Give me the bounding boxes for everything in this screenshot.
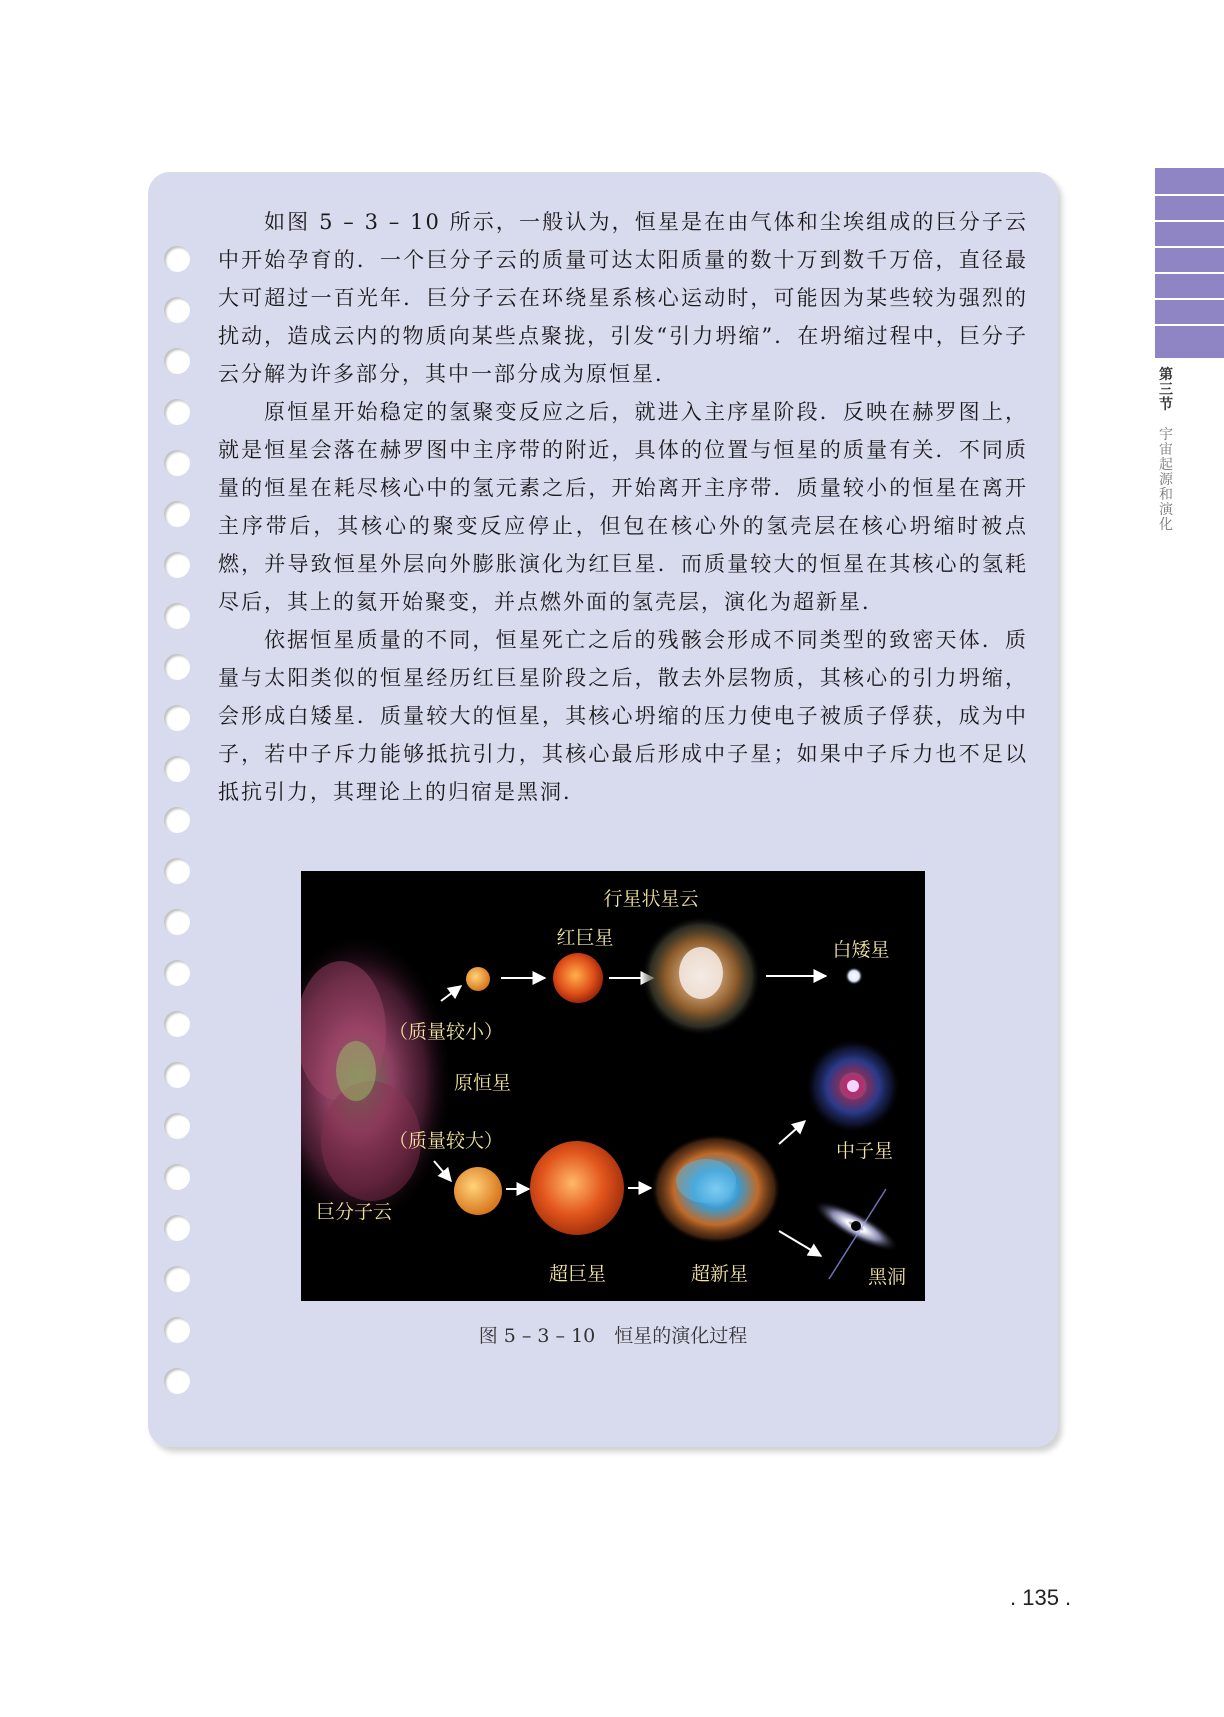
- small-star-image: [466, 967, 490, 991]
- binder-hole: [164, 297, 190, 323]
- label-planetary-nebula: 行星状星云: [603, 888, 699, 910]
- binder-hole: [164, 552, 190, 578]
- supernova-image: [651, 1134, 781, 1244]
- body-text: [218, 203, 1028, 811]
- figure-caption: 图 5 – 3 – 10 恒星的演化过程: [478, 1325, 748, 1347]
- paragraph: 依据恒星质量的不同，恒星死亡之后的残骸会形成不同类型的致密天体．质量与太阳类似的恒星经历红巨星阶段之后，散去外层物质，其核心的引力坍缩，会形成白矮星．质量较大的恒星，其核心坍缩的压力使电子被质子俘获，成为中子，若中子斥力能够抵抗引力，其核心最后形成中子星；如果中子斥力也不足以抵抗引力，其理论上的归宿是黑洞．: [218, 628, 1028, 804]
- label-supergiant: 超巨星: [549, 1263, 607, 1285]
- label-red-giant: 红巨星: [556, 927, 614, 949]
- paragraph: 原恒星开始稳定的氢聚变反应之后，就进入主序星阶段．反映在赫罗图上，就是恒星会落在赫罗图中主序带的附近，具体的位置与恒星的质量有关．不同质量的恒星在耗尽核心中的氢元素之后，开始离开主序带．质量较小的恒星在离开主序带后，其核心的聚变反应停止，但包在核心外的氢壳层在核心坍缩时被点燃，并导致恒星外层向外膨胀演化为红巨星．而质量较大的恒星在其核心的氢耗尽后，其上的氦开始聚变，并点燃外面的氢壳层，演化为超新星．: [218, 400, 1028, 614]
- binder-hole: [164, 450, 190, 476]
- paragraph: 如图 5 – 3 – 10 所示，一般认为，恒星是在由气体和尘埃组成的巨分子云中开始孕育的．一个巨分子云的质量可达太阳质量的数十万到数千万倍，直径最大可超过一百光年．巨分子云在环绕星系核心运动时，可能因为某些较为强烈的扰动，造成云内的物质向某些点聚拢，引发“引力坍缩”．在坍缩过程中，巨分子云分解为许多部分，其中一部分成为原恒星．: [218, 210, 1028, 386]
- large-star-image: [454, 1167, 502, 1215]
- binder-hole: [164, 909, 190, 935]
- binder-hole: [164, 501, 190, 527]
- binder-hole: [164, 705, 190, 731]
- white-dwarf-image: [845, 967, 863, 985]
- giant-cloud-image: [301, 931, 454, 1231]
- chapter-side-tab: [1155, 168, 1224, 358]
- section-title: 宇宙起源和演化: [1159, 427, 1173, 533]
- page-number: . 135 .: [1010, 1585, 1072, 1610]
- label-protostar: 原恒星: [454, 1072, 512, 1094]
- supergiant-image: [530, 1141, 624, 1235]
- label-supernova: 超新星: [691, 1263, 749, 1285]
- binder-hole: [164, 399, 190, 425]
- stellar-evolution-figure: [301, 871, 925, 1301]
- binder-hole: [164, 246, 190, 272]
- label-giant-cloud: 巨分子云: [316, 1201, 393, 1223]
- binder-hole: [164, 654, 190, 680]
- binder-hole: [164, 1164, 190, 1190]
- binder-hole: [164, 1113, 190, 1139]
- section-label: 第三节: [1159, 367, 1173, 413]
- planetary-nebula-image: [641, 916, 761, 1036]
- binder-hole: [164, 1317, 190, 1343]
- binder-hole: [164, 858, 190, 884]
- binder-hole: [164, 1266, 190, 1292]
- binder-hole: [164, 603, 190, 629]
- label-neutron-star: 中子星: [836, 1140, 894, 1162]
- label-white-dwarf: 白矮星: [832, 939, 890, 961]
- binder-hole: [164, 1062, 190, 1088]
- label-small-mass: （质量较小）: [389, 1021, 504, 1043]
- binder-hole: [164, 1011, 190, 1037]
- binder-hole: [164, 807, 190, 833]
- label-large-mass: （质量较大）: [389, 1130, 504, 1152]
- label-black-hole: 黑洞: [868, 1266, 907, 1288]
- binder-hole: [164, 348, 190, 374]
- binder-hole: [164, 756, 190, 782]
- red-giant-image: [553, 953, 603, 1003]
- binder-hole: [164, 960, 190, 986]
- binder-hole: [164, 1368, 190, 1394]
- neutron-star-image: [805, 1038, 901, 1134]
- binder-hole: [164, 1215, 190, 1241]
